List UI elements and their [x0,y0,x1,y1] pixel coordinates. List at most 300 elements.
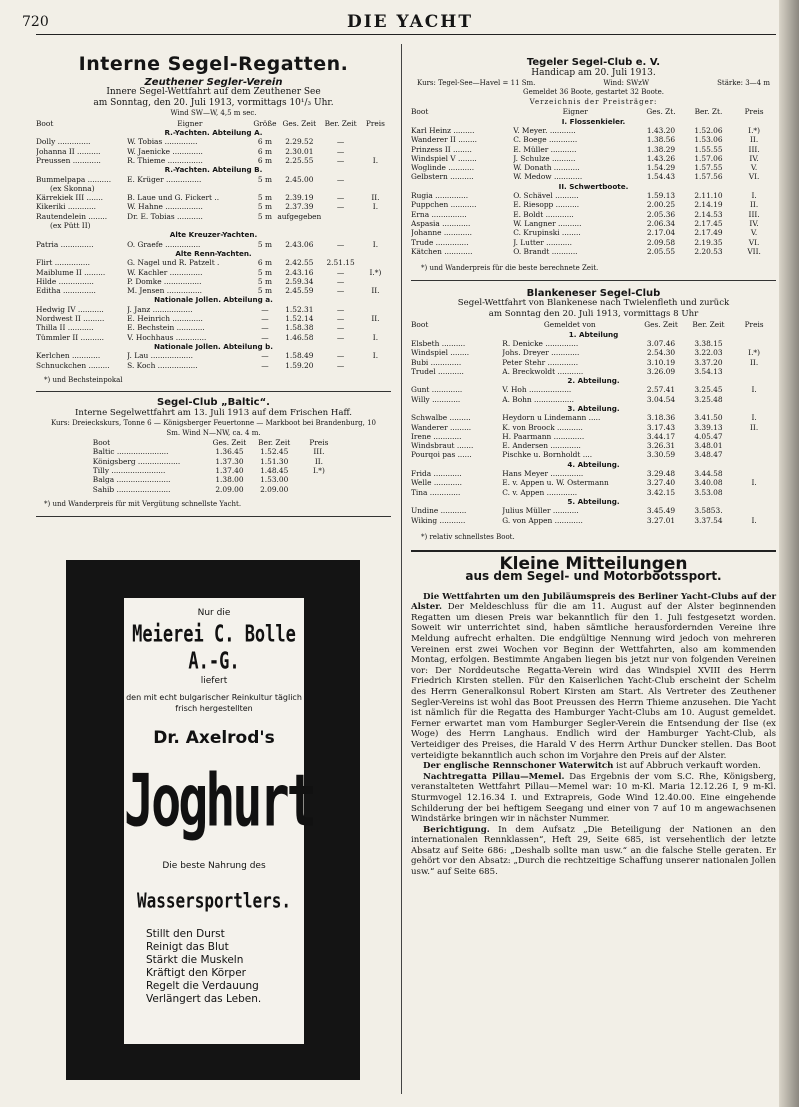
table-cell: I. [372,351,379,361]
table-cell [253,184,278,193]
table-cell: 2.00.25 [646,200,676,210]
section-title: Interne Segel-Regatten. [78,53,349,75]
table-row [36,258,391,267]
baltic-subtitle: Interne Segelwettfahrt am 13. Juli 1913 auf dem Frischen Haff. [74,407,353,418]
table-cell: E. Andersen ............. [502,441,581,451]
table-row [411,154,776,163]
table-cell: E. Riesopp .......... [513,200,580,210]
group-heading-row [36,230,391,239]
table-row [36,286,391,295]
table-cell: Windsbraut ....... [411,441,474,451]
table-cell: 1.57.56 [694,172,723,182]
table-cell: Wanderer ......... [411,422,472,432]
group-heading-row [36,128,391,137]
group-heading-row [36,249,391,258]
table-cell: — [336,202,345,212]
news-text: ist auf Abbruch verkauft worden. [616,761,761,772]
table-cell: — [336,193,345,203]
baltic-footnote: *) und Wanderpreis für mit Vergütung schnellste Yacht. [44,499,242,508]
news-paragraph [411,761,776,772]
baltic-club-title: Segel-Club „Baltic“. [157,397,270,409]
table-cell: 2.42.55 [285,258,314,268]
table-cell: A. Breckwoldt ........... [502,366,584,376]
table-cell: 2.29.52 [285,137,314,147]
table-cell: A. Bohn ................. [502,394,574,404]
table-cell: 2.17.04 [646,228,676,238]
table-row [411,247,776,256]
table-cell: Hans Meyer .............. [502,469,584,479]
table-cell: II. [749,200,759,210]
table-cell: — [261,351,269,361]
table-cell: II. [749,135,759,145]
table-cell: 2.51.15 [326,258,355,268]
table-cell: 3.5853. [694,506,723,516]
table-cell: 2.06.34 [646,218,676,228]
table-row [411,191,776,200]
table-cell: 2.05.55 [646,246,676,256]
table-cell: 2.30.01 [285,146,314,156]
table-cell: — [336,351,345,361]
table-cell: Maiblume II ......... [36,267,106,277]
table-cell: 1.38.56 [646,135,676,145]
table-cell: M. Jensen ............... [127,286,203,296]
table-row [411,358,776,367]
group-heading-row [411,182,776,191]
right-column [411,58,776,878]
ad-company: Meierei C. Bolle A.-G. [132,621,296,675]
table-cell [360,323,391,332]
table-cell [732,339,776,348]
table-cell: aufgegeben [277,211,322,221]
table-cell: Tümmler II .......... [36,332,105,342]
column-header: Ber. Zeit [324,118,357,128]
table-cell [321,221,360,230]
table-header-row [93,438,342,447]
table-cell: I. [372,239,379,249]
table-cell: — [336,155,345,165]
column-header: Ges. Zt. [646,107,676,117]
group-heading: Alte Kreuzer-Yachten. [169,230,258,240]
table-row [411,126,776,135]
table-cell: — [261,314,269,324]
table-cell: Woglinde ........... [411,163,475,173]
table-cell: III. [313,447,325,457]
table-cell: 1.57.55 [694,163,723,173]
table-row [411,385,776,394]
table-row [36,156,391,165]
table-cell: Bubi ............. [411,357,462,367]
table-cell: 1.43.26 [646,153,676,163]
table-cell: 1.37.40 [215,466,244,476]
table-cell: V. Hoh .................. [502,385,572,395]
table-cell: J. Schulze .......... [513,153,576,163]
column-header: Ber. Zeit [692,320,725,330]
tegeler-wind: Wind: SWzW [603,78,650,87]
table-cell: Peter Stehr ............. [502,357,579,367]
table-cell: 1.54.43 [646,172,676,182]
tegeler-results-table [411,107,776,256]
table-row [36,314,391,323]
tegeler-conditions [411,79,776,89]
table-cell: Hilde ............... [36,276,94,286]
table-cell: 3.07.46 [646,338,676,348]
group-heading-row [36,295,391,304]
page-edge-shadow [779,0,799,1107]
divider [411,280,776,281]
table-cell: 2.39.19 [285,193,314,203]
divider [36,516,391,517]
table-cell: II. [371,314,380,324]
table-cell: Gunt ............. [411,385,463,395]
column-header: Preis [744,107,764,117]
ad-line-3: den mit echt bulgarischer Reinkultur täglich frisch hergestellten [126,693,302,713]
table-cell: Aspasia ............ [411,218,471,228]
table-cell: 1.59.20 [285,360,314,370]
table-cell: — [336,174,345,184]
table-cell: W. Donath ........... [513,163,580,173]
table-body [411,330,776,525]
column-header: Gemeldet von [543,320,596,330]
zeuthen-wind: Wind SW—W, 4,5 m sec. [170,109,257,118]
table-cell: Tina ............. [411,487,461,497]
divider [36,391,391,392]
table-cell: W. Tobias .............. [127,137,198,147]
table-cell: III. [748,144,760,154]
column-header: Ges. Zeit [644,320,678,330]
table-cell: Willy ............ [411,394,461,404]
table-cell: 1.52.14 [285,314,314,324]
group-heading-row [36,165,391,174]
tegeler-entries: Gemeldet 36 Boote, gestartet 32 Boote. [523,88,664,97]
table-row [411,469,776,478]
table-cell: — [336,286,345,296]
ad-line-4: Die beste Nahrung des [162,861,266,871]
table-cell: 3.25.48 [694,394,723,404]
table-cell: Dr. E. Tobias ........... [127,211,203,221]
table-cell: Frida ............ [411,469,462,479]
table-cell [127,184,252,193]
table-cell: 3.04.54 [646,394,676,404]
table-cell: S. Koch ................. [127,360,198,370]
tegeler-footnote: *) und Wanderpreis für die beste berechnete Zeit. [421,264,599,273]
table-cell: C. Boege ............ [513,135,578,145]
table-cell: 3.26.09 [646,366,676,376]
table-cell: V. [750,228,758,238]
zeuthen-club-title: Zeuthener Segler-Verein [144,76,283,88]
table-cell: 2.19.35 [694,237,723,247]
ad-benefit: Verlängert das Leben. [146,993,262,1005]
column-header: Boot [411,107,429,117]
news-lead: Berichtigung. [423,824,490,835]
table-row [36,193,391,202]
table-row [36,202,391,211]
table-cell: — [336,304,345,314]
table-cell [360,147,391,156]
table-cell: 3.18.36 [646,413,676,423]
table-cell: 1.52.06 [694,125,723,135]
table-cell: — [336,239,345,249]
zeuthen-results-table [36,119,391,370]
table-cell: J. Lutter ........... [513,237,572,247]
table-row [411,145,776,154]
table-row [411,432,776,441]
table-cell [732,395,776,404]
table-cell [360,258,391,267]
table-cell [360,277,391,286]
group-heading: 3. Abteilung. [567,403,620,413]
table-body [411,117,776,256]
table-cell: — [336,137,345,147]
table-cell: Windspiel ........ [411,348,470,358]
table-cell: Bummelpapa .......... [36,174,112,184]
table-cell: I.*) [748,125,761,135]
column-header: Boot [92,438,111,448]
table-cell [297,485,342,494]
table-cell: C. Krupinski ........ [513,228,581,238]
table-cell: Sahib ....................... [92,484,171,494]
table-cell: 2.25.55 [285,155,314,165]
page-number: 720 [22,14,49,30]
group-heading: 5. Abteilung. [567,496,620,506]
table-cell [321,184,360,193]
table-cell: 1.53.06 [694,135,723,145]
table-cell [253,221,278,230]
table-cell: 5 m [257,193,272,203]
table-cell: — [261,323,269,333]
table-row [411,488,776,497]
table-cell: 5 m [257,267,272,277]
table-cell: 3.39.13 [694,422,723,432]
news-paragraph [411,825,776,878]
table-cell: O. Schävel .......... [513,191,579,201]
table-cell [732,488,776,497]
table-cell: Erna ............... [411,209,467,219]
table-cell [360,137,391,146]
ad-product: Joghurt [124,758,314,844]
table-cell: Undine ........... [411,506,467,516]
tegeler-club-title: Tegeler Segel-Club e. V. [526,57,661,68]
table-cell: H. Paarmann ............. [502,431,585,441]
table-cell: 3.48.47 [694,450,723,460]
table-cell: Editha .............. [36,286,96,296]
ad-line-1: Nur die [197,608,231,618]
table-cell: O. Brandt ........... [513,246,578,256]
table-row [36,361,391,370]
table-row [411,441,776,450]
table-cell [360,212,391,221]
table-cell: Heydorn u Lindemann ..... [502,413,601,423]
table-cell: Flirt ............... [36,258,90,268]
group-heading: 2. Abteilung. [567,376,620,386]
table-cell: Patria .............. [36,239,94,249]
table-cell: E. Bechstein ............ [127,323,205,333]
table-cell: Balga ....................... [92,475,171,485]
table-cell: 2.45.59 [285,286,314,296]
table-cell: P. Domke ................ [127,276,202,286]
table-cell: II. [314,456,324,466]
column-header: Preis [744,320,764,330]
table-cell: 1.54.29 [646,163,676,173]
column-header: Preis [309,438,329,448]
table-row [36,137,391,146]
table-cell: I.*) [369,267,382,277]
table-row [36,277,391,286]
table-cell [360,175,391,184]
table-cell: 2.11.10 [694,191,723,201]
table-cell: 3.10.19 [646,357,676,367]
table-row [411,395,776,404]
table-cell: — [261,304,269,314]
table-cell: Nordwest II ......... [36,314,105,324]
table-cell: 4.05.47 [694,431,723,441]
table-cell: Johanna II .......... [36,146,101,156]
table-cell: II. [371,193,380,203]
table-row [93,447,342,456]
table-cell: 1.58.38 [285,323,314,333]
table-row [411,228,776,237]
blankenese-footnote: *) relativ schnellstes Boot. [421,532,515,541]
table-cell: — [261,332,269,342]
group-heading-row [411,460,776,469]
table-cell: 3.40.08 [694,478,723,488]
ad-benefit: Stillt den Durst [146,928,225,940]
news-title: Kleine Mitteilungen [499,554,688,575]
table-cell: I. [751,515,757,525]
table-row [411,219,776,228]
tegeler-subtitle: Handicap am 20. Juli 1913. [531,67,656,78]
ad-brand: Dr. Axelrod's [153,728,275,748]
ad-benefit: Regelt die Verdauung [146,980,259,992]
table-cell: Kätchen ............ [411,246,473,256]
table-cell: I. [372,332,379,342]
divider [411,550,776,552]
column-divider [401,44,402,1094]
news-paragraph [411,592,776,762]
blankenese-club-title: Blankeneser Segel-Club [526,287,661,299]
table-cell: I. [372,202,379,212]
table-cell: Windspiel V ........ [411,153,477,163]
table-row [411,423,776,432]
table-cell [297,475,342,484]
table-row [411,348,776,357]
table-cell: 2.43.16 [285,267,314,277]
table-row [36,305,391,314]
table-cell: — [336,276,345,286]
group-heading: Alte Renn-Yachten. [175,248,252,258]
table-cell: R. Thieme ............... [127,155,203,165]
table-row [411,200,776,209]
table-cell: 3.44.17 [646,431,676,441]
table-cell: W. Hahne ................ [127,202,203,212]
blankenese-date: am Sonntag den 20. Juli 1913, vormittags 8 Uhr [488,309,699,320]
table-row [411,367,776,376]
table-cell: 3.53.08 [694,487,723,497]
table-cell: 5 m [257,174,272,184]
table-row [36,175,391,184]
table-cell: K. von Broock ........... [502,422,583,432]
table-cell: 3.27.01 [646,515,676,525]
table-cell: Rugia .............. [411,191,469,201]
table-cell: 3.44.58 [694,469,723,479]
table-cell: 5 m [257,202,272,212]
table-header-row [411,107,776,116]
table-cell: 1.59.13 [646,191,676,201]
table-cell: Johanne ............ [411,228,473,238]
table-cell [360,361,391,370]
news-text: In dem Aufsatz „Die Beteiligung der Nationen an den internationalen Rennklassen“, Heft 29, Seite 685, ist versehentlich der letzte Absatz auf Seite 686: „Deshalb sollte man usw.“ an die falsche Stelle geraten. Er gehört vor den Absatz: „Durch die rechtzeitige Schaffung unserer nationalen Jollen usw.“ auf Seite 685. [411,824,776,878]
news-body [411,592,776,878]
table-row [411,339,776,348]
ad-line-2: liefert [200,676,228,686]
ad-benefit: Reinigt das Blut [146,941,229,953]
table-cell: E. Krüger ............... [127,174,202,184]
table-cell: Hedwig IV ........... [36,304,104,314]
table-cell: 6 m [257,137,272,147]
table-cell: 3.38.15 [694,338,723,348]
news-lead: Nachtregatta Pillau—Memel. [423,771,565,782]
table-row [36,268,391,277]
table-cell: 1.55.55 [694,144,723,154]
table-cell: Baltic ...................... [92,447,169,457]
table-cell: 2.37.39 [285,202,314,212]
table-cell: (ex Pütt II) [50,221,91,231]
table-cell: Königsberg .................. [92,456,181,466]
table-cell [277,184,321,193]
table-cell: W. Medow ............ [513,172,583,182]
table-cell: 1.38.00 [215,475,244,485]
table-cell: Kärrekiek III ....... [36,193,103,203]
table-cell [732,450,776,459]
column-header: Boot [411,320,429,330]
table-row [36,147,391,156]
table-cell: Pourqoi pas ...... [411,450,472,460]
header-rule [36,34,776,35]
table-cell: V. Hochhaus ............. [127,332,207,342]
left-column [36,53,391,523]
table-cell: VI. [748,172,760,182]
table-cell: R. Denicke .............. [502,338,579,348]
table-cell: — [336,146,345,156]
table-cell: Tilly ....................... [92,466,166,476]
table-row [36,212,391,221]
table-cell: Wanderer II ........ [411,135,477,145]
column-header: Ber. Zt. [694,107,723,117]
table-cell: 3.37.54 [694,515,723,525]
zeuthen-date: am Sonntag, den 20. Juli 1913, vormittags 10¹/₃ Uhr. [93,98,334,109]
table-cell: 3.17.43 [646,422,676,432]
table-row [411,413,776,422]
group-heading: R.-Yachten. Abteilung B. [164,165,263,175]
group-heading: R.-Yachten. Abteilung A. [164,128,263,138]
table-cell: I.*) [312,466,325,476]
table-cell: Karl Heinz ......... [411,125,475,135]
news-subtitle: aus dem Segel- und Motorbootssport. [465,569,722,584]
table-cell: 5 m [257,211,272,221]
table-cell: I. [372,155,379,165]
table-cell: G. von Appen ............ [502,515,583,525]
table-row [411,478,776,487]
table-cell [360,221,391,230]
table-cell: 2.20.53 [694,246,723,256]
table-cell: 1.38.29 [646,144,676,154]
table-cell: 2.14.19 [694,200,723,210]
table-cell: III. [748,209,760,219]
table-cell: B. Laue und G. Fickert .. [127,193,220,203]
table-row [411,516,776,525]
table-cell: (ex Skonna) [50,183,95,193]
table-cell [360,305,391,314]
column-header: Ges. Zeit [282,118,317,128]
